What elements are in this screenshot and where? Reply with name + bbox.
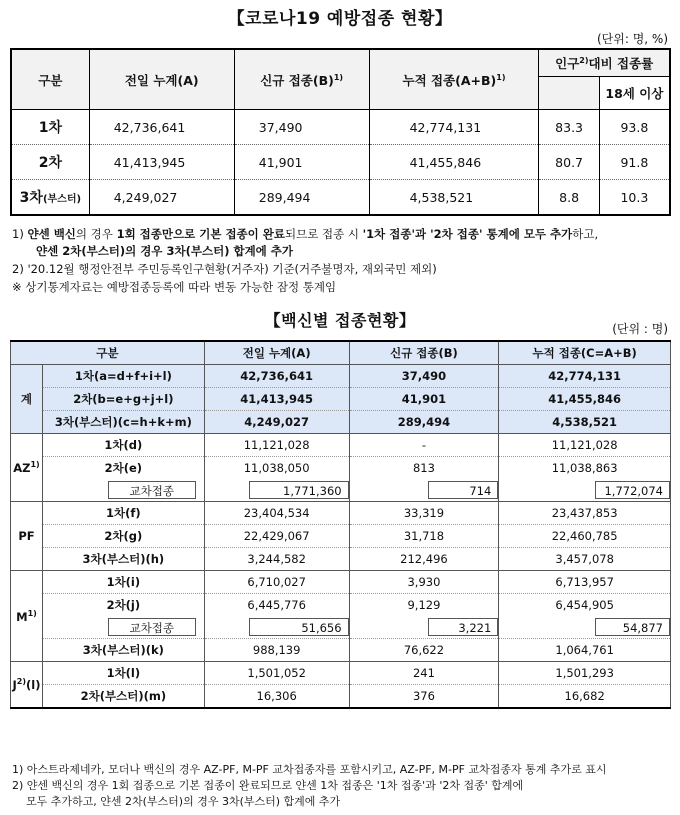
table-row: 3차(부스터) 4,249,027 289,494 4,538,521 8.8 10.3	[11, 180, 670, 216]
note-3: ※ 상기통계자료는 예방접종등록에 따라 변동 가능한 잠정 통계임	[12, 280, 337, 294]
table-row: 계 1차(a=d+f+i+l) 42,736,641 37,490 42,774,131	[11, 365, 671, 388]
vaccination-status-table	[10, 48, 671, 216]
header-gubun: 구분	[11, 49, 89, 110]
table-row: 교차접종 1,771,360 714 1,772,074	[11, 479, 671, 502]
header-gubun-2: 구분	[11, 341, 205, 365]
note-janssen: 2) 얀센 백신의 경우 1회 접종으로 기본 접종이 완료되므로 얀센 1차 접종은 '1차 접종'과 '2차 접종' 합계에	[12, 779, 524, 792]
header-new-2: 신규 접종(B)	[349, 341, 499, 365]
header-prev-2: 전일 누계(A)	[204, 341, 349, 365]
table-row: 2차(j) 6,445,776 9,129 6,454,905	[11, 594, 671, 617]
note-janssen-line2: 모두 추가하고, 얀센 2차(부스터)의 경우 3차(부스터) 합계에 추가	[26, 795, 341, 808]
table-row: 2차(b=e+g+j+l) 41,413,945 41,901 41,455,846	[11, 388, 671, 411]
unit-label-1: (단위: 명, %)	[596, 32, 668, 46]
vaccine-title: 【백신별 접종현황】	[264, 311, 416, 330]
table-row: 3차(부스터)(h) 3,244,582 212,496 3,457,078	[11, 548, 671, 571]
note-1: 1) 얀센 백신의 경우 1회 접종만으로 기본 접종이 완료되므로 접종 시 '1차 접종'과 '2차 접종' 통계에 모두 추가하고,	[12, 227, 599, 241]
status-title: 【코로나19 예방접종 현황】	[227, 9, 453, 29]
table-row: $J^{2)}(l)$ 1차(l) 1,501,052 241 1,501,293	[11, 662, 671, 685]
table-row: 1차 42,736,641 37,490 42,774,131 83.3 93.8	[11, 110, 670, 145]
table-row: $M^{1)}$ 1차(i) 6,710,027 3,930 6,713,957	[11, 571, 671, 594]
note-2: 2) '20.12월 행정안전부 주민등록인구현황(거주자) 기준(거주불명자, 재외국민 제외)	[12, 262, 437, 276]
note-1-line2: 얀센 2차(부스터)의 경우 3차(부스터) 합계에 추가	[36, 244, 294, 258]
unit-label-2: (단위 : 명)	[612, 322, 668, 336]
header-pop: 인구$^{2)}$대비 접종률	[539, 49, 670, 77]
header-cum: 누적 접종$(A+B)^{1)}$	[369, 49, 539, 110]
table-row: 2차(부스터)(m) 16,306 376 16,682	[11, 685, 671, 709]
header-cum-2: 누적 접종(C=A+B)	[499, 341, 671, 365]
table-row: 2차(g) 22,429,067 31,718 22,460,785	[11, 525, 671, 548]
table-row: 3차(부스터)(k) 988,139 76,622 1,064,761	[11, 639, 671, 662]
table-row: 교차접종 51,656 3,221 54,877	[11, 616, 671, 639]
table-row: 2차(e) 11,038,050 813 11,038,863	[11, 457, 671, 480]
header-new: 신규 접종$(B)^{1)}$	[234, 49, 369, 110]
table-row: 2차 41,413,945 41,901 41,455,846 80.7 91.8	[11, 145, 670, 180]
vaccine-status-table	[10, 340, 671, 709]
note-az: 1) 아스트라제네카, 모더나 백신의 경우 AZ-PF, M-PF 교차접종자를 포함시키고, AZ-PF, M-PF 교차접종자 통계 추가로 표시	[12, 763, 607, 776]
table-row: 3차(부스터)(c=h+k+m) 4,249,027 289,494 4,538,521	[11, 411, 671, 434]
header-prev: 전일 누계(A)	[89, 49, 234, 110]
header-18: 18세 이상	[599, 77, 670, 110]
table-row: PF 1차(f) 23,404,534 33,319 23,437,853	[11, 502, 671, 525]
table-row: AZ$^{1)}$ 1차(d) 11,121,028 - 11,121,028	[11, 434, 671, 457]
